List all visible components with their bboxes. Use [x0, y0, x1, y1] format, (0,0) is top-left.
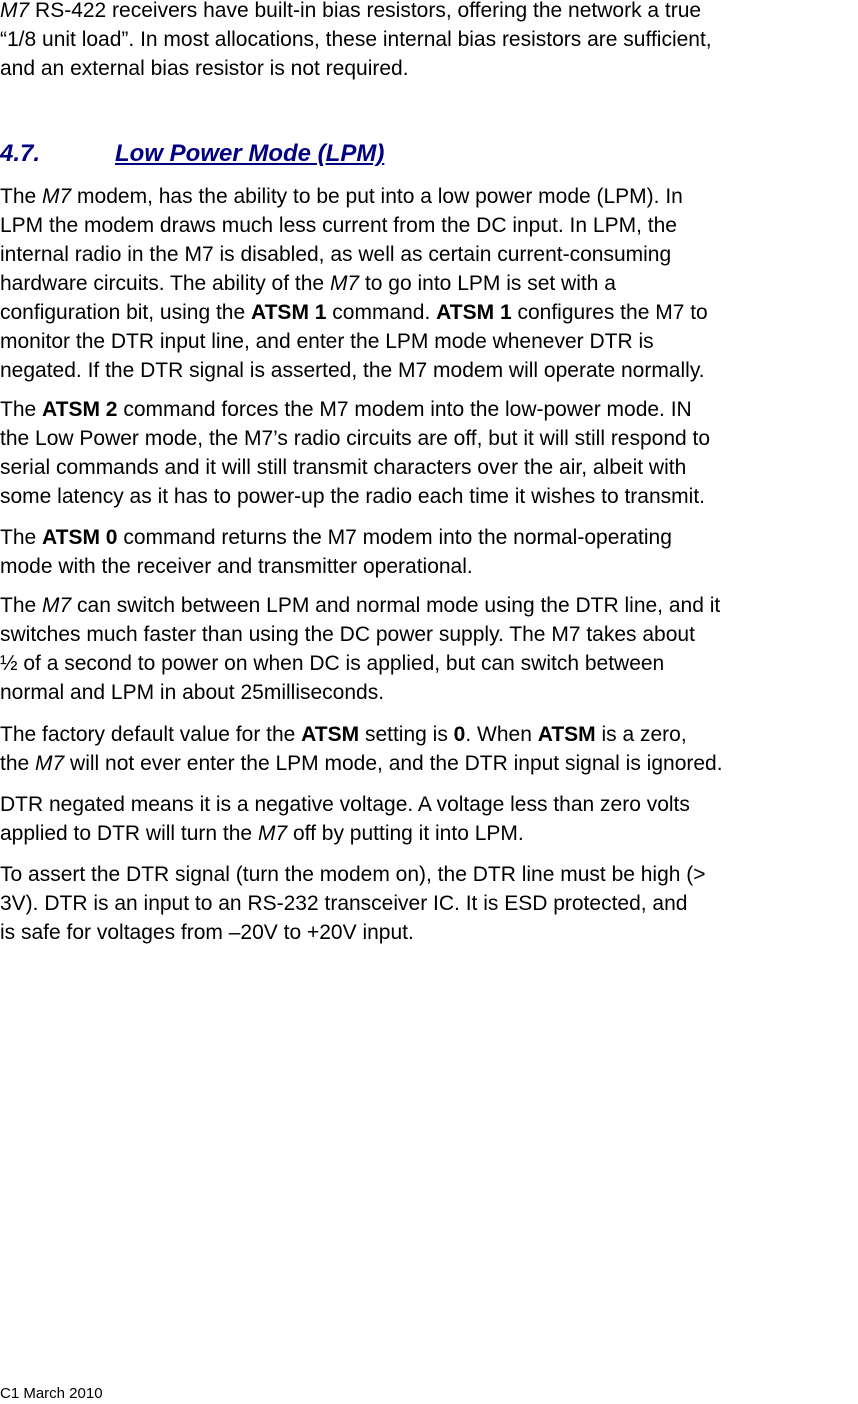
command-text: ATSM 2: [42, 398, 118, 421]
text-line: configuration bit, using the ATSM 1 command. ATSM 1 configures the M7 to: [0, 301, 708, 324]
factory-default-paragraph: [0, 720, 723, 778]
text-line: switches much faster than using the DC power supply. The M7 takes about: [0, 623, 695, 646]
text-line: The M7 can switch between LPM and normal mode using the DTR line, and it: [0, 594, 721, 617]
text-line: LPM the modem draws much less current from the DC input. In LPM, the: [0, 214, 677, 237]
text-line: the Low Power mode, the M7’s radio circuits are off, but it will still respond to: [0, 427, 711, 450]
section-heading: [0, 138, 384, 170]
command-text: ATSM 0: [42, 526, 118, 549]
text-line: is safe for voltages from –20V to +20V input.: [0, 921, 414, 944]
text-line: “1/8 unit load”. In most allocations, these internal bias resistors are sufficient,: [0, 28, 712, 51]
model-name: M7: [329, 272, 360, 295]
text-line: The factory default value for the ATSM setting is 0. When ATSM is a zero,: [0, 723, 687, 746]
text-line: M7 RS-422 receivers have built-in bias resistors, offering the network a true: [0, 0, 702, 22]
text-line: ½ of a second to power on when DC is applied, but can switch between: [0, 652, 665, 675]
text-line: DTR negated means it is a negative voltage. A voltage less than zero volts: [0, 793, 690, 816]
atsm0-paragraph: [0, 523, 672, 581]
section-number: 4.7.: [0, 140, 41, 167]
model-name: M7: [35, 752, 65, 775]
text-line: The M7 modem, has the ability to be put into a low power mode (LPM). In: [0, 185, 683, 208]
dtr-negated-paragraph: [0, 790, 690, 848]
text-line: The ATSM 0 command returns the M7 modem into the normal-operating: [0, 526, 672, 549]
text-line: hardware circuits. The ability of the M7 to go into LPM is set with a: [0, 272, 616, 295]
text-line: monitor the DTR input line, and enter the LPM mode whenever DTR is: [0, 330, 654, 353]
text-line: some latency as it has to power-up the radio each time it wishes to transmit.: [0, 485, 705, 508]
text-line: To assert the DTR signal (turn the modem on), the DTR line must be high (>: [0, 863, 706, 886]
text-line: internal radio in the M7 is disabled, as well as certain current-consuming: [0, 243, 672, 266]
dtr-assert-paragraph: [0, 860, 706, 947]
text-line: and an external bias resistor is not required.: [0, 57, 409, 80]
text-line: applied to DTR will turn the M7 off by putting it into LPM.: [0, 822, 524, 845]
text-line: negated. If the DTR signal is asserted, the M7 modem will operate normally.: [0, 359, 705, 382]
command-text: ATSM 1: [436, 301, 512, 324]
command-text: ATSM: [537, 723, 596, 746]
section-title: Low Power Mode (LPM): [115, 140, 385, 167]
text-line: the M7 will not ever enter the LPM mode, and the DTR input signal is ignored.: [0, 752, 723, 775]
intro-paragraph: [0, 0, 712, 83]
setting-value: 0: [453, 723, 466, 746]
text-line: The ATSM 2 command forces the M7 modem into the low-power mode. IN: [0, 398, 692, 421]
model-name: M7: [42, 185, 72, 208]
command-text: ATSM: [301, 723, 360, 746]
text-line: serial commands and it will still transmit characters over the air, albeit with: [0, 456, 687, 479]
text-line: mode with the receiver and transmitter operational.: [0, 555, 473, 578]
dtr-switch-paragraph: [0, 591, 720, 707]
model-name: M7: [42, 594, 72, 617]
text-line: normal and LPM in about 25milliseconds.: [0, 681, 385, 704]
lpm-description-paragraph: [0, 182, 708, 385]
page-footer: C1 March 2010: [0, 1385, 103, 1402]
model-name: M7: [0, 0, 30, 22]
model-name: M7: [257, 822, 288, 845]
atsm2-paragraph: [0, 395, 710, 511]
text-line: 3V). DTR is an input to an RS-232 transceiver IC. It is ESD protected, and: [0, 892, 688, 915]
command-text: ATSM 1: [251, 301, 327, 324]
